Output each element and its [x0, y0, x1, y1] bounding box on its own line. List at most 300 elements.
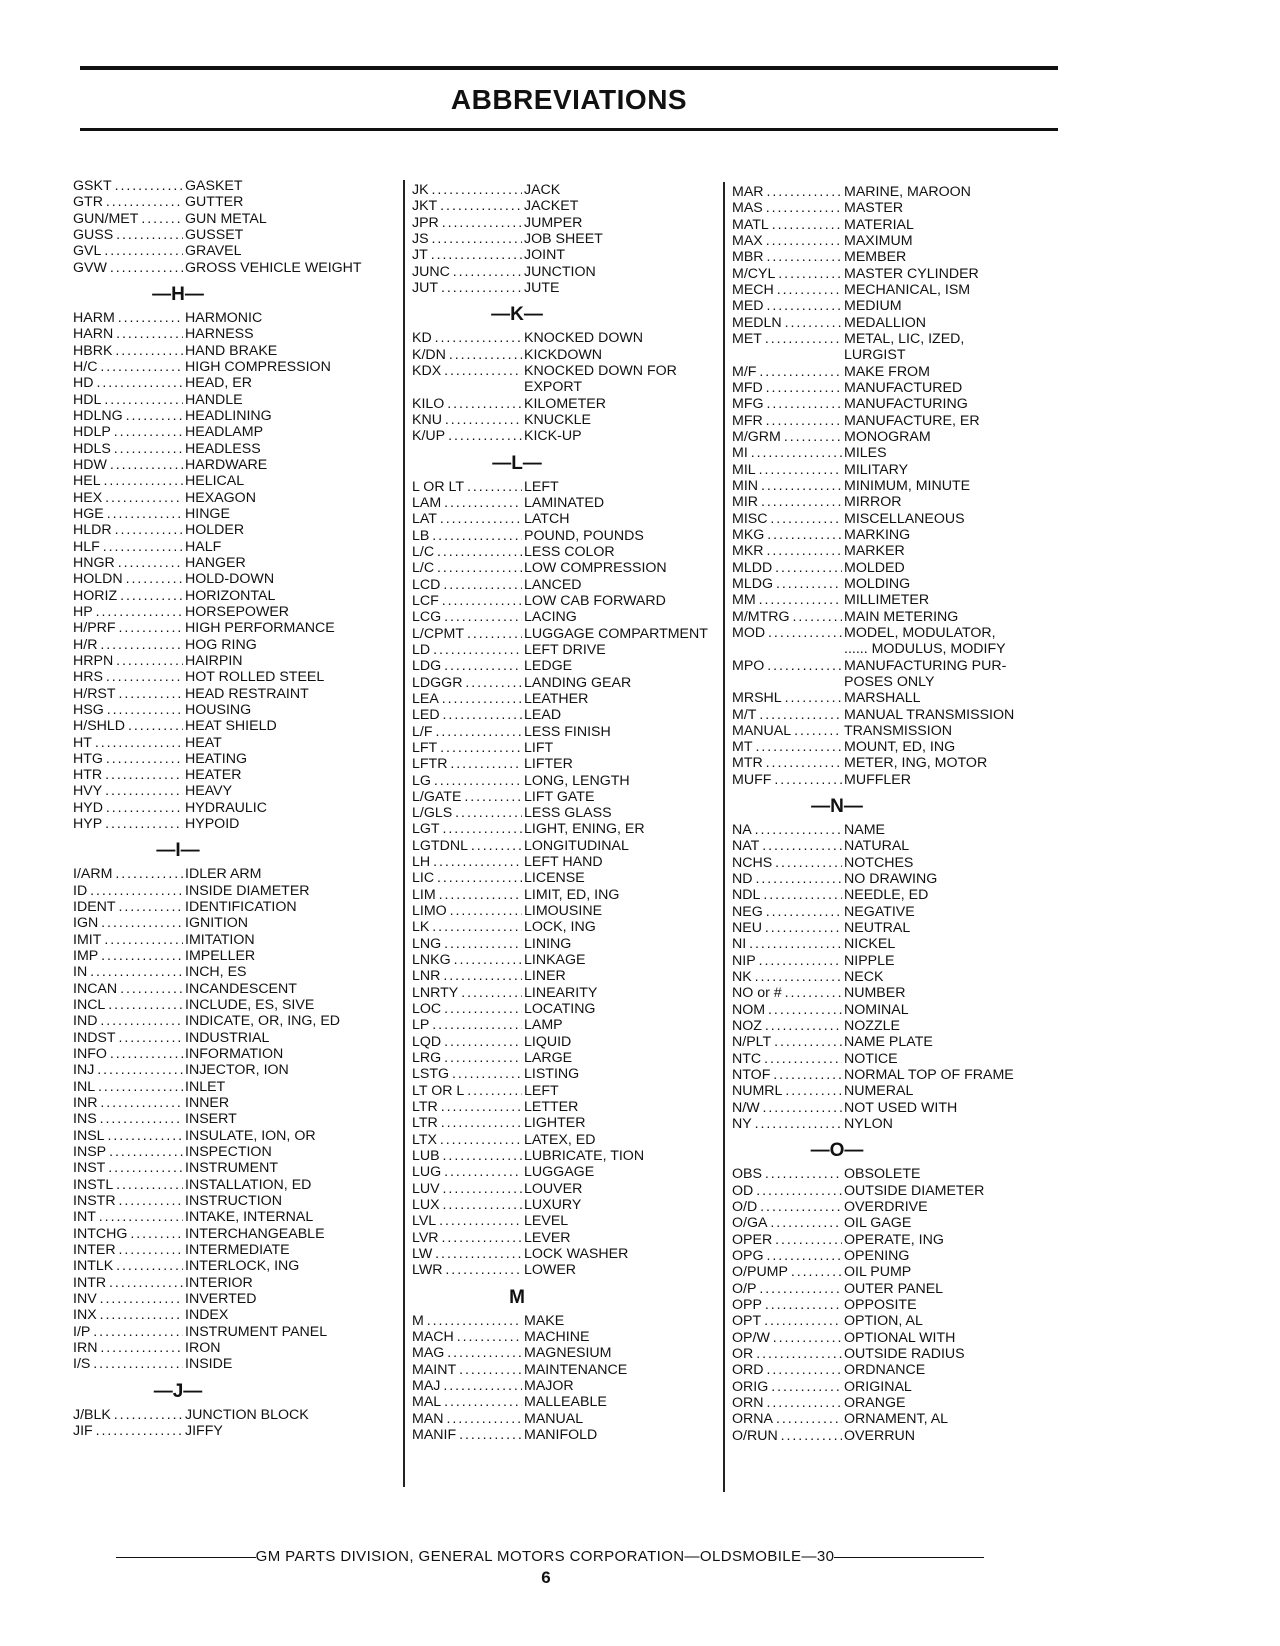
abbreviation-entry: [412, 805, 722, 821]
entry-continuation: POSES ONLY: [844, 673, 935, 690]
abbreviation-meaning: NORMAL TOP OF FRAME: [844, 1067, 1014, 1084]
abbreviation-entry: [412, 691, 722, 707]
abbreviation-meaning: MISCELLANEOUS: [844, 510, 965, 527]
abbreviation: L/GATE . . .: [412, 789, 522, 805]
abbreviation: MAL . . .: [412, 1394, 522, 1410]
abbreviation-entry: [73, 981, 403, 997]
abbreviation-meaning: ORANGE: [844, 1394, 906, 1411]
abbreviation: NI . . .: [732, 936, 842, 952]
abbreviation-entry: [73, 653, 403, 669]
abbreviation-meaning: LAMINATED: [524, 494, 605, 511]
abbreviation-entry: [412, 789, 722, 805]
abbreviation-meaning: MONOGRAM: [844, 428, 931, 445]
abbreviation-entry: [73, 1128, 403, 1144]
abbreviation-entry: [73, 1144, 403, 1160]
abbreviation-entry: [73, 408, 403, 424]
footer-rule-right: [834, 1557, 984, 1558]
abbreviation-entry: [732, 527, 1062, 543]
abbreviation-entry: [73, 604, 403, 620]
abbreviation-entry: [412, 903, 722, 919]
abbreviation-entry: [412, 1262, 722, 1278]
abbreviation-meaning: LOCATING: [524, 1001, 596, 1018]
abbreviation-meaning: HARNESS: [185, 326, 254, 343]
abbreviation: LP . . .: [412, 1017, 522, 1033]
abbreviation: MATL . . .: [732, 217, 842, 233]
abbreviation-entry: [412, 1099, 722, 1115]
abbreviation: LTX . . .: [412, 1132, 522, 1148]
abbreviation: NY . . .: [732, 1116, 842, 1132]
abbreviation-entry: [732, 1379, 1062, 1395]
abbreviation-entry: [412, 1378, 722, 1394]
abbreviation-entry: [73, 620, 403, 636]
abbreviation-meaning: MODEL, MODULATOR,: [844, 624, 996, 641]
abbreviation: LVR . . .: [412, 1230, 522, 1246]
abbreviation-entry: [412, 560, 722, 576]
abbreviation: LEA . . .: [412, 691, 522, 707]
abbreviation-meaning: LEFT DRIVE: [524, 641, 606, 658]
abbreviation: NTC . . .: [732, 1051, 842, 1067]
abbreviation: HDLNG . . .: [73, 408, 183, 424]
abbreviation: HYP . . .: [73, 816, 183, 832]
abbreviation-entry: [732, 1199, 1062, 1215]
abbreviation-meaning: LUXURY: [524, 1197, 582, 1214]
abbreviation-entry: [73, 343, 403, 359]
abbreviation-meaning: OPENING: [844, 1248, 910, 1265]
abbreviation-entry: [732, 1232, 1062, 1248]
abbreviation: H/R . . .: [73, 637, 183, 653]
abbreviation-entry: [412, 1017, 722, 1033]
abbreviation: NEU . . .: [732, 920, 842, 936]
abbreviation: HNGR . . .: [73, 555, 183, 571]
abbreviation-meaning: HARMONIC: [185, 309, 263, 326]
abbreviation-entry: [73, 1356, 403, 1372]
abbreviation: LD . . .: [412, 642, 522, 658]
abbreviation-meaning: INSIDE: [185, 1356, 233, 1373]
abbreviation-entry: [73, 1177, 403, 1193]
abbreviation: HSG . . .: [73, 702, 183, 718]
abbreviation: LNG . . .: [412, 936, 522, 952]
abbreviation-meaning: NO DRAWING: [844, 871, 938, 888]
abbreviation: MAG . . .: [412, 1345, 522, 1361]
abbreviation-entry: [73, 915, 403, 931]
abbreviation-meaning: JUNCTION: [524, 263, 596, 280]
abbreviation-entry: [73, 1079, 403, 1095]
abbreviation: HORIZ . . .: [73, 588, 183, 604]
abbreviation-meaning: OUTER PANEL: [844, 1280, 944, 1297]
abbreviation-meaning: HOG RING: [185, 636, 257, 653]
abbreviation: LRG . . .: [412, 1050, 522, 1066]
abbreviation-entry: [732, 478, 1062, 494]
abbreviation-entry: [732, 985, 1062, 1001]
abbreviation-entry: [73, 899, 403, 915]
abbreviation-entry: [412, 1329, 722, 1345]
abbreviation-meaning: LEDGE: [524, 658, 573, 675]
abbreviation: O/RUN . . .: [732, 1428, 842, 1444]
abbreviation-entry: [732, 233, 1062, 249]
abbreviation-meaning: HOLD-DOWN: [185, 571, 275, 588]
abbreviation-meaning: ORNAMENT, AL: [844, 1411, 949, 1428]
abbreviation: M/T . . .: [732, 707, 842, 723]
abbreviation: HTR . . .: [73, 767, 183, 783]
abbreviation-entry: [412, 887, 722, 903]
abbreviation-entry: [732, 1281, 1062, 1297]
abbreviation: I/ARM . . .: [73, 866, 183, 882]
abbreviation: JPR . . .: [412, 215, 522, 231]
abbreviation: INTR . . .: [73, 1275, 183, 1291]
abbreviation-meaning: MOUNT, ED, ING: [844, 739, 956, 756]
abbreviation: H/C . . .: [73, 359, 183, 375]
abbreviation: NO or # . . .: [732, 985, 842, 1001]
abbreviation-entry: [732, 755, 1062, 771]
abbreviation-entry: [732, 1248, 1062, 1264]
abbreviation-meaning: MANUFACTURE, ER: [844, 412, 980, 429]
abbreviation-meaning: HEADLINING: [185, 407, 272, 424]
abbreviation: MKG . . .: [732, 527, 842, 543]
abbreviation-entry: [412, 1394, 722, 1410]
abbreviation-meaning: LISTING: [524, 1066, 580, 1083]
abbreviation: JIF . . .: [73, 1423, 183, 1439]
abbreviation-meaning: MAXIMUM: [844, 232, 913, 249]
abbreviation-meaning: INVERTED: [185, 1291, 257, 1307]
abbreviation: MT . . .: [732, 739, 842, 755]
abbreviation-meaning: INTAKE, INTERNAL: [185, 1209, 314, 1226]
abbreviation-entry: [412, 1066, 722, 1082]
page-footer: [64, 1548, 1036, 1565]
abbreviation-entry: [732, 1330, 1062, 1346]
abbreviation-meaning: LEFT: [524, 478, 559, 495]
abbreviation: H/PRF . . .: [73, 620, 183, 636]
abbreviation-meaning: LEATHER: [524, 690, 589, 707]
entry-continuation: EXPORT: [524, 379, 583, 396]
abbreviation: N/W . . .: [732, 1100, 842, 1116]
abbreviation: LAT . . .: [412, 511, 522, 527]
abbreviation-meaning: ORDNANCE: [844, 1362, 926, 1379]
abbreviation-entry: [73, 735, 403, 751]
section-heading: —K—: [491, 304, 543, 326]
abbreviation: HDW . . .: [73, 457, 183, 473]
abbreviation-meaning: NUMERAL: [844, 1083, 914, 1100]
abbreviation-entry: [412, 198, 722, 214]
abbreviation-meaning: LIMIT, ED, ING: [524, 886, 620, 903]
abbreviation-entry: [412, 756, 722, 772]
abbreviation-meaning: MEDALLION: [844, 314, 926, 331]
abbreviation-meaning: INSTALLATION, ED: [185, 1176, 312, 1193]
abbreviation-meaning: NATURAL: [844, 838, 910, 855]
abbreviation-entry: [732, 1067, 1062, 1083]
abbreviation-entry: [412, 985, 722, 1001]
abbreviation-meaning: GROSS VEHICLE WEIGHT: [185, 259, 362, 276]
abbreviation-entry: [412, 528, 722, 544]
abbreviation-entry: [73, 767, 403, 783]
abbreviation-entry: [412, 1313, 722, 1329]
abbreviation: INJ . . .: [73, 1062, 183, 1078]
abbreviation: MISC . . .: [732, 511, 842, 527]
abbreviation-meaning: OVERDRIVE: [844, 1199, 928, 1216]
abbreviation-meaning: HOUSING: [185, 701, 252, 718]
abbreviation-meaning: LEFT: [524, 1082, 559, 1099]
abbreviation: LCF . . .: [412, 593, 522, 609]
abbreviation: INCL . . .: [73, 997, 183, 1013]
abbreviation-meaning: HANGER: [185, 554, 246, 571]
abbreviation: LCG . . .: [412, 609, 522, 625]
abbreviation-meaning: NAME PLATE: [844, 1034, 933, 1051]
abbreviation-entry: [73, 555, 403, 571]
abbreviation-meaning: LAMP: [524, 1017, 563, 1034]
abbreviation-meaning: HORSEPOWER: [185, 603, 290, 620]
abbreviation-entry: [732, 1215, 1062, 1231]
abbreviation-meaning: LESS COLOR: [524, 543, 615, 560]
abbreviation-meaning: NOZZLE: [844, 1018, 900, 1035]
abbreviation-entry: [73, 490, 403, 506]
abbreviation-entry: [732, 772, 1062, 788]
abbreviation-meaning: JIFFY: [185, 1422, 223, 1439]
abbreviation-meaning: MAIN METERING: [844, 608, 959, 625]
abbreviation-entry: [732, 380, 1062, 396]
abbreviation-entry: [412, 1362, 722, 1378]
abbreviation-meaning: OIL GAGE: [844, 1215, 912, 1232]
abbreviation-entry: [732, 609, 1062, 625]
abbreviation-meaning: MIRROR: [844, 494, 902, 511]
abbreviation: LAM . . .: [412, 495, 522, 511]
abbreviation: M/CYL . . .: [732, 266, 842, 282]
abbreviation-meaning: IDENTIFICATION: [185, 899, 297, 916]
abbreviation-entry: [73, 441, 403, 457]
abbreviation-meaning: MOLDING: [844, 575, 911, 592]
abbreviation: MAINT . . .: [412, 1362, 522, 1378]
abbreviation-entry: [412, 1164, 722, 1180]
abbreviation-entry: [412, 577, 722, 593]
abbreviation-meaning: OIL PUMP: [844, 1264, 912, 1281]
abbreviation: MED . . .: [732, 298, 842, 314]
abbreviation-entry: [73, 506, 403, 522]
abbreviation-entry: [732, 707, 1062, 723]
abbreviation-entry: [73, 1340, 403, 1356]
abbreviation: HTG . . .: [73, 751, 183, 767]
abbreviation-entry: [73, 751, 403, 767]
abbreviation: GUN/MET . . .: [73, 211, 183, 227]
abbreviation-meaning: INCLUDE, ES, SIVE: [185, 997, 315, 1014]
abbreviation-meaning: NEEDLE, ED: [844, 887, 929, 904]
abbreviation: N/PLT . . .: [732, 1034, 842, 1050]
abbreviation-entry: [73, 1095, 403, 1111]
abbreviation: ORNA . . .: [732, 1411, 842, 1427]
abbreviation-entry: [732, 200, 1062, 216]
abbreviation: JUT . . .: [412, 280, 522, 296]
abbreviation: OPER . . .: [732, 1232, 842, 1248]
abbreviation-meaning: MINIMUM, MINUTE: [844, 477, 971, 494]
abbreviation-entry: [732, 543, 1062, 559]
abbreviation-meaning: INSIDE DIAMETER: [185, 882, 310, 899]
abbreviation: H/SHLD . . .: [73, 718, 183, 734]
abbreviation-meaning: NEGATIVE: [844, 903, 915, 920]
abbreviation-meaning: OPPOSITE: [844, 1297, 917, 1313]
footer-text: GM PARTS DIVISION, GENERAL MOTORS CORPORATION—OLDSMOBILE—30: [255, 1548, 835, 1565]
abbreviation-entry: [73, 260, 403, 276]
abbreviation: NAT . . .: [732, 838, 842, 854]
abbreviation-meaning: JACKET: [524, 198, 579, 215]
abbreviation-entry: [732, 904, 1062, 920]
abbreviation-meaning: INSTRUMENT PANEL: [185, 1323, 328, 1340]
abbreviation: LOC . . .: [412, 1001, 522, 1017]
abbreviation-entry: [73, 1423, 403, 1439]
abbreviation: KDX . . .: [412, 363, 522, 379]
abbreviation-entry: [732, 1313, 1062, 1329]
abbreviation: HBRK . . .: [73, 343, 183, 359]
abbreviation-entry: [732, 822, 1062, 838]
abbreviation-meaning: NICKEL: [844, 936, 896, 953]
abbreviation-entry: [412, 626, 722, 642]
abbreviation: NA . . .: [732, 822, 842, 838]
abbreviation-meaning: IMPELLER: [185, 948, 256, 965]
abbreviation-meaning: KICK-UP: [524, 428, 582, 445]
abbreviation-entry: [73, 227, 403, 243]
abbreviation-entry: [732, 429, 1062, 445]
abbreviation-meaning: HOLDER: [185, 522, 245, 539]
abbreviation: LW . . .: [412, 1246, 522, 1262]
abbreviation-entry: [73, 243, 403, 259]
abbreviation-entry: [73, 310, 403, 326]
abbreviation: KILO . . .: [412, 396, 522, 412]
abbreviation-meaning: HAIRPIN: [185, 652, 243, 669]
abbreviation-entry: [732, 1051, 1062, 1067]
abbreviation-meaning: MARSHALL: [844, 690, 921, 707]
abbreviation: INV . . .: [73, 1291, 183, 1307]
abbreviation-meaning: LONGITUDINAL: [524, 837, 629, 854]
abbreviation: ID . . .: [73, 883, 183, 899]
abbreviation-meaning: INSERT: [185, 1111, 237, 1128]
abbreviation: LG . . .: [412, 773, 522, 789]
abbreviation-meaning: LANCED: [524, 576, 582, 593]
abbreviation: HRS . . .: [73, 669, 183, 685]
abbreviation-meaning: HIGH PERFORMANCE: [185, 620, 335, 637]
abbreviation-meaning: LIFT GATE: [524, 788, 595, 805]
abbreviation-meaning: MANUFACTURING PUR-: [844, 657, 1007, 674]
abbreviation-meaning: GUN METAL: [185, 210, 267, 227]
abbreviation-entry: [412, 428, 722, 444]
abbreviation-entry: [73, 883, 403, 899]
abbreviation-entry: [73, 588, 403, 604]
abbreviation: GVL . . .: [73, 243, 183, 259]
abbreviation-meaning: MARKER: [844, 543, 905, 560]
abbreviation: INX . . .: [73, 1307, 183, 1323]
abbreviation: LNKG . . .: [412, 952, 522, 968]
abbreviation-entry: [412, 347, 722, 363]
abbreviation-entry: [732, 331, 1062, 347]
abbreviation-entry: [412, 952, 722, 968]
abbreviation-meaning: MUFFLER: [844, 771, 911, 788]
abbreviation: MAJ . . .: [412, 1378, 522, 1394]
abbreviation: OPT . . .: [732, 1313, 842, 1329]
abbreviation: INTLK . . .: [73, 1258, 183, 1274]
abbreviation-entry: [73, 800, 403, 816]
abbreviation-entry: [73, 1291, 403, 1307]
abbreviation: IND . . .: [73, 1013, 183, 1029]
abbreviation-meaning: IDLER ARM: [185, 866, 262, 883]
abbreviation: JT . . .: [412, 247, 522, 263]
abbreviation-meaning: INTERCHANGEABLE: [185, 1225, 325, 1242]
section-heading: —J—: [153, 1380, 203, 1402]
abbreviation-meaning: MILLIMETER: [844, 592, 930, 609]
abbreviation-entry: [412, 724, 722, 740]
abbreviation-entry: [732, 690, 1062, 706]
abbreviation-meaning: LINKAGE: [524, 952, 586, 969]
abbreviation: INSL . . .: [73, 1128, 183, 1144]
abbreviation-meaning: LEVEL: [524, 1213, 569, 1230]
abbreviation: MPO . . .: [732, 658, 842, 674]
abbreviation-entry: [73, 1062, 403, 1078]
abbreviation-meaning: NOTCHES: [844, 854, 914, 871]
abbreviation: NCHS . . .: [732, 855, 842, 871]
abbreviation-entry: [732, 1100, 1062, 1116]
abbreviation-entry: [73, 359, 403, 375]
abbreviation: ORD . . .: [732, 1362, 842, 1378]
abbreviation: IRN . . .: [73, 1340, 183, 1356]
abbreviation-entry: [412, 870, 722, 886]
abbreviation-entry: [73, 178, 403, 194]
abbreviation-entry: [732, 887, 1062, 903]
footer-rule-left: [116, 1557, 256, 1558]
abbreviation-meaning: HEADLESS: [185, 440, 261, 457]
abbreviation: HD . . .: [73, 375, 183, 391]
abbreviation: LFTR . . .: [412, 756, 522, 772]
abbreviation: MLDD . . .: [732, 560, 842, 576]
abbreviation-meaning: LACING: [524, 609, 577, 626]
section-heading: —I—: [156, 840, 200, 862]
abbreviation-meaning: INSTRUCTION: [185, 1193, 282, 1210]
abbreviation-entry: [732, 364, 1062, 380]
abbreviation-meaning: HORIZONTAL: [185, 587, 276, 604]
abbreviation-meaning: LUGGAGE: [524, 1164, 595, 1181]
abbreviation: HGE . . .: [73, 506, 183, 522]
abbreviation: MET . . .: [732, 331, 842, 347]
abbreviation: LTR . . .: [412, 1099, 522, 1115]
abbreviation: LCD . . .: [412, 577, 522, 593]
abbreviation-entry: [73, 1307, 403, 1323]
abbreviation: M/F . . .: [732, 364, 842, 380]
abbreviation-meaning: HALF: [185, 538, 222, 555]
abbreviation: NDL . . .: [732, 887, 842, 903]
abbreviation: J/BLK . . .: [73, 1407, 183, 1423]
abbreviation-meaning: MOLDED: [844, 559, 905, 576]
abbreviation-entry: [412, 707, 722, 723]
abbreviation-entry: [732, 1034, 1062, 1050]
abbreviation: I/P . . .: [73, 1324, 183, 1340]
abbreviation: INR . . .: [73, 1095, 183, 1111]
abbreviation-meaning: KNUCKLE: [524, 411, 592, 428]
abbreviation-entry: [73, 1226, 403, 1242]
abbreviation-meaning: KNOCKED DOWN: [524, 330, 644, 347]
abbreviation-meaning: LINER: [524, 968, 566, 985]
abbreviation: I/S . . .: [73, 1356, 183, 1372]
abbreviation-meaning: HINGE: [185, 505, 230, 522]
abbreviation-meaning: MARINE, MAROON: [844, 184, 971, 200]
abbreviation-entry: [73, 1275, 403, 1291]
abbreviation-meaning: LIFT: [524, 739, 554, 756]
section-heading: —L—: [492, 452, 542, 474]
abbreviation: GSKT . . .: [73, 178, 183, 194]
abbreviation-meaning: GUSSET: [185, 226, 244, 243]
abbreviation-meaning: LATEX, ED: [524, 1131, 596, 1148]
abbreviation-entry: [412, 412, 722, 428]
abbreviation-meaning: LONG, LENGTH: [524, 772, 630, 789]
abbreviation-meaning: MATERIAL: [844, 216, 914, 233]
abbreviation-meaning: GRAVEL: [185, 243, 242, 260]
abbreviation: LB . . .: [412, 528, 522, 544]
abbreviation-entry: [732, 315, 1062, 331]
abbreviation: LH . . .: [412, 854, 522, 870]
abbreviation: LGT . . .: [412, 821, 522, 837]
abbreviation-meaning: LESS FINISH: [524, 723, 611, 740]
